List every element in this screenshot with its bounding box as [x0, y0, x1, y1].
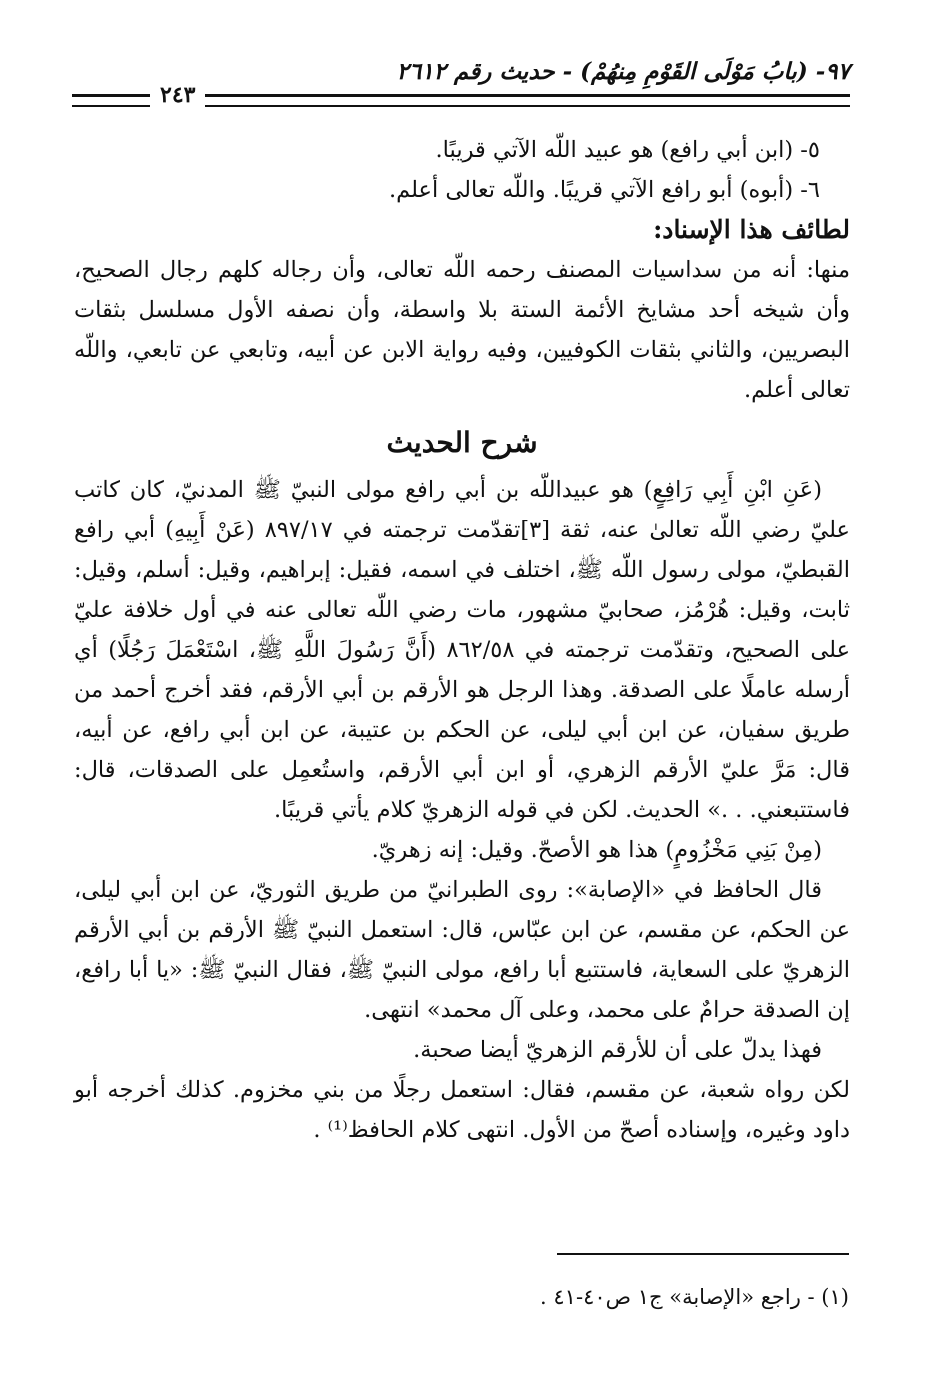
sharh-paragraph: قال الحافظ في «الإصابة»: روى الطبرانيّ من طريق الثوريّ، عن ابن أبي ليلى، عن الحكم، عن مقسم، عن ابن عبّاس، قال: استعمل النبيّ ﷺ الأرقم بن أبي الأرقم الزهريّ على السعاية، فاستتبع أبا رافع، مولى النبيّ ﷺ، فقال النبيّ ﷺ: «يا أبا رافع، إن الصدقة حرامٌ على محمد، وعلى آل محمد» انتهى.	[74, 877, 850, 1023]
lataif-heading: لطائف هذا الإسناد:	[653, 215, 850, 244]
sharh-paragraph: (مِنْ بَنِي مَخْزُومٍ) هذا هو الأصحّ. وقيل: إنه زهريّ.	[371, 837, 822, 863]
narrator-line: ٥- (ابن أبي رافع) هو عبيد اللّه الآتي قريبًا.	[435, 137, 820, 163]
footnote: (١) - راجع «الإصابة» ج١ ص٤٠-٤١ .	[540, 1285, 849, 1309]
sharh-paragraph: فهذا يدلّ على أن للأرقم الزهريّ أيضا صحبة.	[413, 1037, 822, 1063]
chapter-title: ٩٧- (بابُ مَوْلَى القَوْمِ مِنهُمْ) - حديث رقم ٢٦١٢	[396, 58, 850, 85]
page-header	[72, 52, 850, 112]
sharh-paragraph: لكن رواه شعبة، عن مقسم، فقال: استعمل رجلًا من بني مخزوم. كذلك أخرجه أبو داود وغيره، وإسناده أصحّ من الأول. انتهى كلام الحافظ⁽¹⁾ .	[74, 1077, 850, 1143]
page-number: ٢٤٣	[150, 82, 205, 108]
sharh-heading: شرح الحديث	[386, 426, 538, 459]
page-body	[74, 130, 850, 1150]
narrator-line: ٦- (أبوه) أبو رافع الآتي قريبًا. واللّه تعالى أعلم.	[388, 177, 820, 203]
lataif-paragraph: منها: أنه من سداسيات المصنف رحمه اللّه تعالى، وأن رجاله كلهم رجال الصحيح، وأن شيخه أحد مشايخ الأئمة الستة بلا واسطة، وأن نصفه الأول مسلسل بثقات البصريين، والثاني بثقات الكوفيين، وفيه رواية الابن عن أبيه، وتابعي عن تابعي، واللّه تعالى أعلم.	[74, 257, 850, 403]
sharh-paragraph: (عَنِ ابْنِ أَبِي رَافِعٍ) هو عبيداللّه بن أبي رافع مولى النبيّ ﷺ المدنيّ، كان كاتب عليّ رضي اللّه تعالىٰ عنه، ثقة [٣]تقدّمت ترجمته في ٨٩٧/١٧ (عَنْ أَبِيهِ) أبي رافع القبطيّ، مولى رسول اللّه ﷺ، اختلف في اسمه، فقيل: إبراهيم، وقيل: أسلم، وقيل: ثابت، وقيل: هُرْمُز، صحابيّ مشهور، مات رضي اللّه تعالى عنه في أول خلافة عليّ على الصحيح، وتقدّمت ترجمته في ٨٦٢/٥٨ (أَنَّ رَسُولَ اللَّهِ ﷺ، اسْتَعْمَلَ رَجُلًا) أي أرسله عاملًا على الصدقة. وهذا الرجل هو الأرقم بن أبي الأرقم، فقد أخرج أحمد من طريق سفيان، عن ابن أبي ليلى، عن الحكم بن عتيبة، عن ابن أبي رافع، عن أبيه، قال: مَرَّ عليّ الأرقم الزهري، أو ابن أبي الأرقم، واستُعمِل على الصدقات، قال: فاستتبعني. . .» الحديث. لكن في قوله الزهريّ كلام يأتي قريبًا.	[74, 477, 850, 823]
footnote-separator	[557, 1253, 849, 1255]
